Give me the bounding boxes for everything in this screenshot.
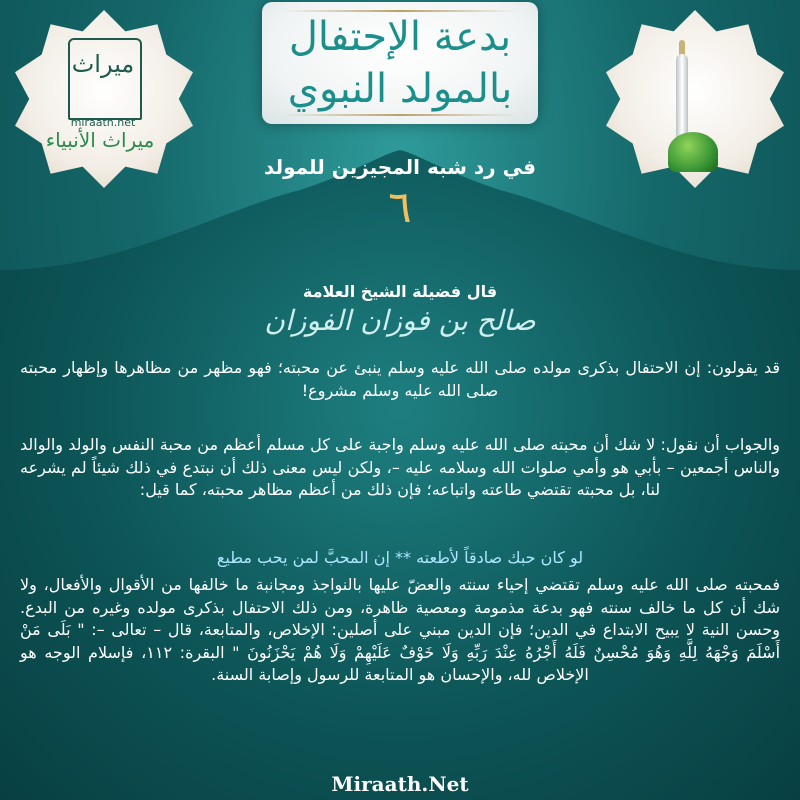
part-number: ٦ — [388, 182, 412, 233]
title-line-1: بدعة الإحتفال — [288, 14, 512, 60]
green-dome-icon — [668, 132, 718, 172]
sheikh-name: صالح بن فوزان الفوزان — [264, 304, 536, 337]
minaret-icon — [676, 54, 688, 144]
paragraph-2: والجواب أن نقول: لا شك أن محبته صلى الله عليه وسلم واجبة على كل مسلم أعظم من محبة النفس والولد والوالد والناس أجمعين – بأبي هو وأمي صلوات الله وسلامه عليه –، ولكن ليس معنى ذلك أن نبتدع في ذلك شيئاً لم يشرعه لنا، بل محبته تقتضي طاعته واتباعه؛ فإن ذلك من أعظم مظاهر محبته، كما قيل: — [20, 435, 780, 499]
title-line-2: بالمولد النبوي — [287, 66, 513, 112]
logo-name-text: ميراث الأنبياء — [45, 128, 155, 152]
footer-site: Miraath.Net — [331, 772, 469, 796]
paragraph-1: قد يقولون: إن الاحتفال بذكرى مولده صلى الله عليه وسلم ينبئ عن محبته؛ فهو مظهر من مظاهرها وإظهار محبته صلى الله عليه وسلم مشروع! — [20, 358, 780, 400]
paragraph-3: فمحبته صلى الله عليه وسلم تقتضي إحياء سنته والعضّ عليها بالنواجذ ومجانبة ما خالفها من الأقوال والأفعال، ولا شك أن كل ما خالف سنته فهو بدعة مذمومة ومعصية ظاهرة، ومن ذلك الاحتفال بذكرى مولده وغيره من البدع. وحسن النية لا يبيح الابتداع في الدين؛ فإن الدين مبني على أصلين: الإخلاص، والمتابعة، قال – تعالى –: " بَلَى مَنْ أَسْلَمَ وَجْهَهُ لِلَّهِ وَهُوَ مُحْسِنٌ فَلَهُ أَجْرُهُ عِنْدَ رَبِّهِ وَلَا خَوْفٌ عَلَيْهِمْ وَلَا هُمْ يَحْزَنُونَ " البقرة: ١١٢، فإسلام الوجه هو الإخلاص لله، والإحسان هو المتابعة للرسول وإصابة السنة. — [20, 575, 781, 684]
sheikh-intro: قال فضيلة الشيخ العلامة — [302, 282, 498, 301]
subtitle: في رد شبه المجيزين للمولد — [264, 155, 536, 179]
title-banner — [262, 2, 538, 124]
logo-calligraphy: ميراث — [71, 50, 135, 78]
poetry-verse: لو كان حبك صادقاً لأطعته ** إن المحبَّ لمن يحب مطيع — [216, 548, 584, 567]
logo-site-text: miraath.net — [70, 116, 136, 129]
